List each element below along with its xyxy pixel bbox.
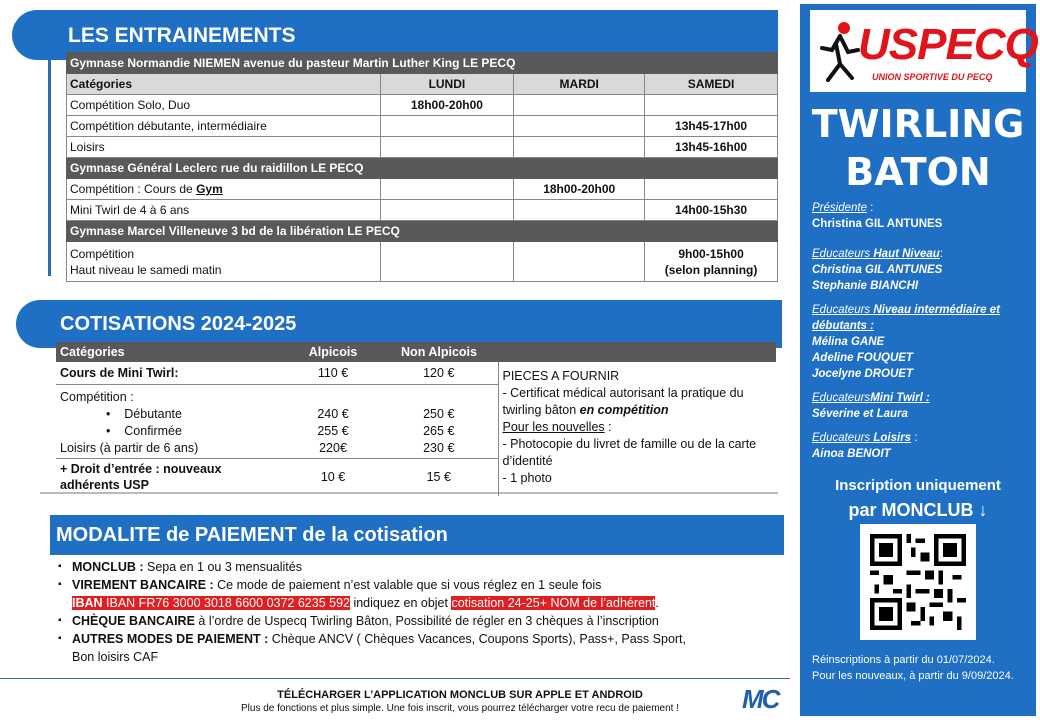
educateurs-loisirs: Educateurs Loisirs : Ainoa BENOIT — [812, 432, 918, 460]
qr-code[interactable] — [860, 524, 976, 640]
table-row: Compétition Haut niveau le samedi matin 9h00-15h00 (selon planning) — [67, 242, 778, 282]
table-header-row: Catégories LUNDI MARDI SAMEDI — [67, 74, 778, 95]
footer-divider — [0, 678, 790, 679]
table-row: + Droit d’entrée : nouveaux adhérents USP 10 € 15 € — [60, 462, 451, 493]
list-item: ▪ VIREMENT BANCAIRE : Ce mode de paiement n’est valable que si vous réglez en 1 seule fois — [58, 576, 778, 594]
section-header-entrainements: LES ENTRAINEMENTS — [12, 10, 778, 60]
arrow-down-icon: ↓ — [978, 500, 988, 520]
side-panel — [800, 4, 1036, 716]
section-header-cotisations: COTISATIONS 2024-2025 — [16, 300, 782, 348]
gym-name: Gymnase Normandie NIEMEN avenue du pasteur Martin Luther King LE PECQ — [67, 53, 778, 74]
payment-methods-list — [58, 558, 778, 666]
cotisations-table — [56, 342, 776, 496]
table-row: Compétition : Cours de Gym 18h00-20h00 — [67, 179, 778, 200]
monclub-logo: MC — [742, 684, 779, 714]
section-header-modalite: MODALITE de PAIEMENT de la cotisation — [50, 515, 784, 555]
educateurs-intermediaire: Educateurs Niveau intermédiaire et débutants : Mélina GANE Adeline FOUQUET Jocelyne DROUET — [812, 304, 1000, 380]
list-item: ▪ MONCLUB : Sepa en 1 ou 3 mensualités — [58, 558, 778, 576]
table-row: Compétition Solo, Duo 18h00-20h00 — [67, 95, 778, 116]
educateurs-mini-twirl: EducateursMini Twirl : Séverine et Laura — [812, 392, 930, 420]
runner-icon — [818, 20, 862, 84]
footer-title: TÉLÉCHARGER L’APPLICATION MONCLUB SUR APPLE ET ANDROID — [277, 689, 643, 701]
training-schedule-table — [66, 52, 778, 282]
table-row: Compétition débutante, intermédiaire 13h45-17h00 — [67, 116, 778, 137]
inscription-note: Inscription uniquement par MONCLUB ↓ — [835, 477, 1001, 520]
list-item: ▪ CHÈQUE BANCAIRE à l’ordre de Uspecq Twirling Bâton, Possibilité de régler en 3 chèques à l’inscription — [58, 612, 778, 630]
footer-subtitle: Plus de fonctions et plus simple. Une fois inscrit, vous pourrez télécharger votre recu de paiement ! — [241, 703, 679, 714]
educateurs-haut-niveau: Educateurs Haut Niveau: Christina GIL ANTUNES Stephanie BIANCHI — [812, 248, 944, 292]
footer — [200, 689, 720, 714]
gym-name: Gymnase Général Leclerc rue du raidillon LE PECQ — [67, 158, 778, 179]
gym-name: Gymnase Marcel Villeneuve 3 bd de la libération LE PECQ — [67, 221, 778, 242]
table-row: Cours de Mini Twirl: 110 € 120 € PIECES A FOURNIR - Certificat médical autorisant la pratique du twirling bâton en compétition Pour les nouvelles : - Photocopie du livret de famille ou de la carte d’identité - 1 photo — [56, 362, 776, 384]
list-item: IBAN IBAN FR76 3000 3018 6600 0372 6235 592 indiquez en objet cotisation 24-25+ NOM de l’adhérent. — [72, 596, 659, 610]
list-item: ▪ AUTRES MODES DE PAIEMENT : Chèque ANCV ( Chèques Vacances, Coupons Sports), Pass+, Pass Sport, — [58, 630, 778, 648]
qr-code-icon — [870, 534, 966, 630]
uspecq-logo: USPECQ UNION SPORTIVE DU PECQ — [810, 10, 1026, 92]
list-item: Bon loisirs CAF — [72, 650, 159, 664]
presidente-block: Présidente : Christina GIL ANTUNES — [812, 202, 943, 230]
table-row: Compétition : • Débutante • Confirmée Loisirs (à partir de 6 ans) 240 € 255 € 220€ 250 € 265 € 230 € — [56, 384, 776, 458]
table-row: Loisirs 13h45-16h00 — [67, 137, 778, 158]
pieces-a-fournir: PIECES A FOURNIR - Certificat médical autorisant la pratique du twirling bâton en compétition Pour les nouvelles : - Photocopie du livret de famille ou de la carte d’identité - 1 photo — [498, 362, 776, 496]
twirling-baton-title: TWIRLING BATON — [811, 102, 1025, 194]
gym-row — [67, 158, 778, 179]
gym-row — [67, 221, 778, 242]
gym-row — [67, 53, 778, 74]
table-header-row: Catégories Alpicois Non Alpicois — [56, 342, 776, 362]
reinscription-dates: Réinscriptions à partir du 01/07/2024. Pour les nouveaux, à partir du 9/09/2024. — [812, 654, 1014, 682]
table-row: Mini Twirl de 4 à 6 ans 14h00-15h30 — [67, 200, 778, 221]
left-accent-bar — [48, 52, 51, 276]
